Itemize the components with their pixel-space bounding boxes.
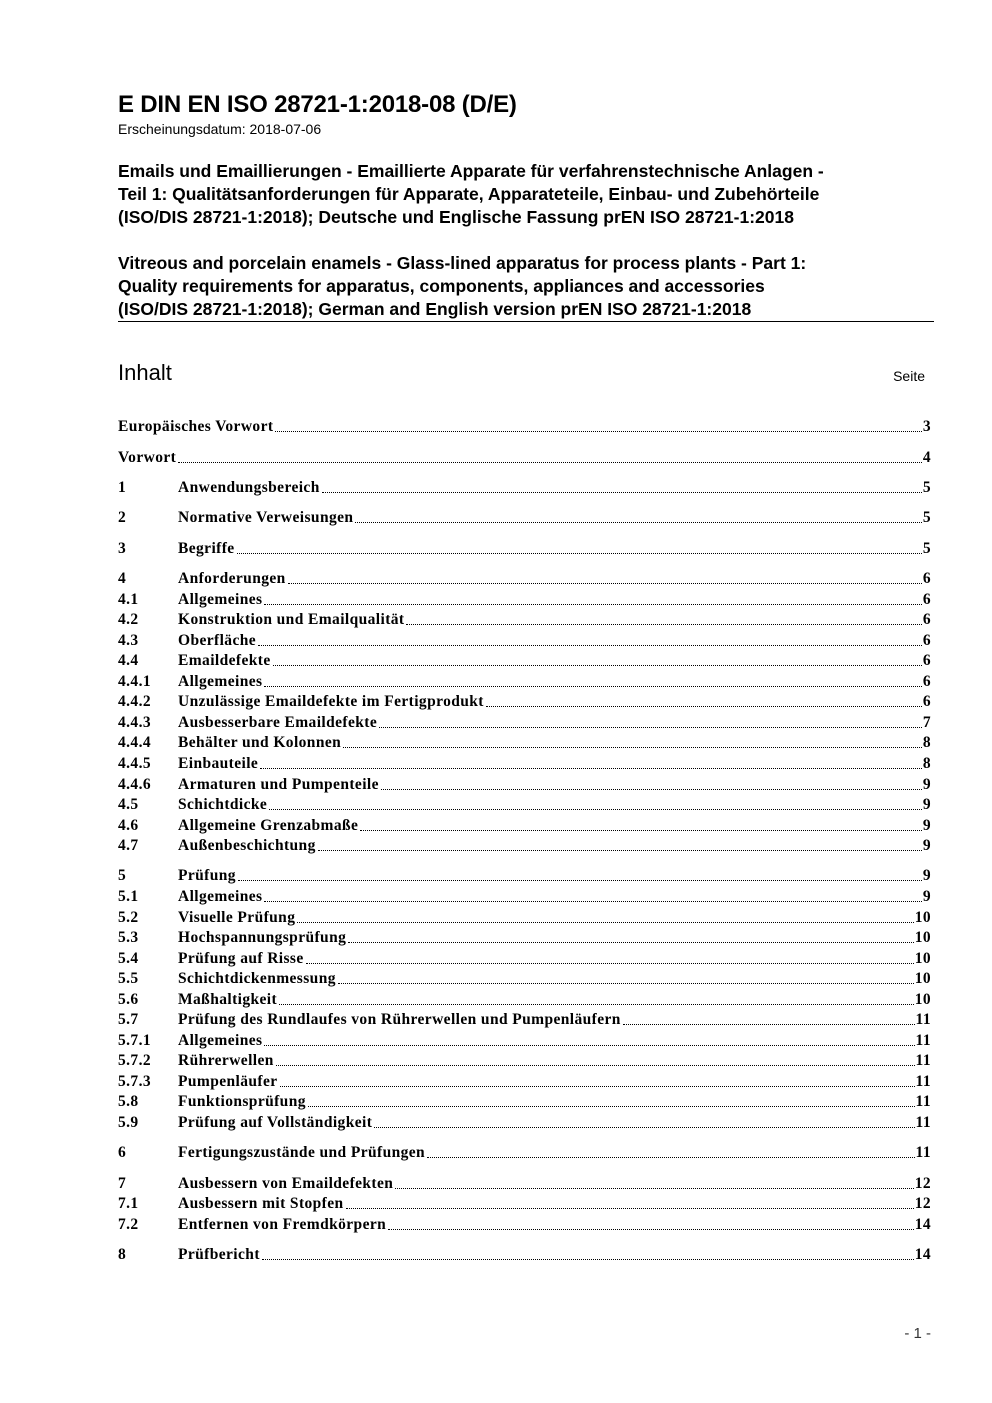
toc-leader-dots — [348, 942, 913, 943]
toc-entry-title: Behälter und Kolonnen — [178, 734, 342, 751]
toc-entry-page: 6 — [922, 611, 931, 628]
toc-entry-title: Schichtdickenmessung — [178, 970, 336, 987]
toc-leader-dots — [338, 983, 914, 984]
toc-entry-page: 10 — [914, 970, 931, 987]
toc-entry[interactable] — [118, 590, 931, 610]
toc-entry-page: 9 — [922, 796, 931, 813]
toc-entry[interactable] — [118, 478, 931, 498]
toc-leader-dots — [264, 604, 921, 605]
toc-entry-title: Maßhaltigkeit — [178, 991, 278, 1008]
toc-entry[interactable] — [118, 508, 931, 528]
toc-leader-dots — [297, 922, 913, 923]
toc-entry[interactable] — [118, 1143, 931, 1163]
toc-entry-page: 10 — [914, 909, 931, 926]
toc-entry[interactable] — [118, 990, 931, 1010]
toc-entry-page: 11 — [915, 1114, 931, 1131]
toc-entry-title: Allgemeines — [178, 673, 263, 690]
toc-leader-dots — [264, 686, 921, 687]
toc-entry-title: Allgemeines — [178, 591, 263, 608]
toc-entry-number: 5.9 — [118, 1114, 139, 1131]
toc-entry-title: Anforderungen — [178, 570, 286, 587]
toc-entry[interactable] — [118, 569, 931, 589]
toc-entry-title: Europäisches Vorwort — [118, 418, 274, 435]
toc-leader-dots — [308, 1106, 915, 1107]
toc-entry-title: Allgemeines — [178, 888, 263, 905]
toc-entry-page: 6 — [922, 673, 931, 690]
toc-entry[interactable] — [118, 1031, 931, 1051]
toc-entry-page: 11 — [915, 1011, 931, 1028]
toc-entry-page: 10 — [914, 950, 931, 967]
title-en-line-3: (ISO/DIS 28721-1:2018); German and English version prEN ISO 28721-1:2018 — [118, 299, 752, 319]
toc-entry-title: Unzulässige Emaildefekte im Fertigprodukt — [178, 693, 484, 710]
toc-entry[interactable] — [118, 908, 931, 928]
title-en-line-2: Quality requirements for apparatus, components, appliances and accessories — [118, 276, 765, 296]
toc-entry-number: 4.2 — [118, 611, 139, 628]
toc-entry-number: 5.7.1 — [118, 1032, 151, 1049]
toc-leader-dots — [379, 727, 922, 728]
toc-entry-title: Funktionsprüfung — [178, 1093, 306, 1110]
toc-leader-dots — [273, 665, 922, 666]
toc-entry[interactable] — [118, 610, 931, 630]
footer-page-number: - 1 - — [904, 1325, 931, 1342]
toc-entry[interactable] — [118, 631, 931, 651]
toc-entry[interactable] — [118, 448, 931, 468]
toc-entry-title: Konstruktion und Emailqualität — [178, 611, 405, 628]
toc-entry-number: 4.4.3 — [118, 714, 151, 731]
title-en-line-1: Vitreous and porcelain enamels - Glass-lined apparatus for process plants - Part 1: — [118, 253, 807, 273]
toc-leader-dots — [288, 583, 922, 584]
toc-leader-dots — [275, 431, 921, 432]
toc-entry-page: 4 — [922, 449, 931, 466]
toc-leader-dots — [264, 901, 921, 902]
toc-entry-number: 5.4 — [118, 950, 139, 967]
toc-entry-page: 9 — [922, 776, 931, 793]
toc-entry-title: Prüfung auf Vollständigkeit — [178, 1114, 373, 1131]
toc-entry-page: 9 — [922, 837, 931, 854]
toc-entry[interactable] — [118, 775, 931, 795]
toc-entry[interactable] — [118, 672, 931, 692]
toc-leader-dots — [262, 1259, 914, 1260]
toc-entry-number: 4 — [118, 570, 127, 587]
toc-entry[interactable] — [118, 816, 931, 836]
title-de-line-3: (ISO/DIS 28721-1:2018); Deutsche und Englische Fassung prEN ISO 28721-1:2018 — [118, 207, 794, 227]
toc-entry-title: Visuelle Prüfung — [178, 909, 296, 926]
toc-entry[interactable] — [118, 795, 931, 815]
toc-entry-page: 11 — [915, 1093, 931, 1110]
toc-entry-number: 4.4 — [118, 652, 139, 669]
toc-entry-page: 10 — [914, 929, 931, 946]
toc-entry[interactable] — [118, 733, 931, 753]
toc-leader-dots — [343, 747, 922, 748]
toc-entry-page: 6 — [922, 693, 931, 710]
toc-leader-dots — [260, 768, 922, 769]
toc-leader-dots — [269, 809, 922, 810]
toc-entry-title: Allgemeine Grenzabmaße — [178, 817, 359, 834]
toc-entry[interactable] — [118, 754, 931, 774]
toc-entry[interactable] — [118, 1010, 931, 1030]
toc-entry-page: 6 — [922, 632, 931, 649]
toc-entry-title: Prüfbericht — [178, 1246, 260, 1263]
toc-entry[interactable] — [118, 866, 931, 886]
toc-entry-page: 14 — [914, 1246, 931, 1263]
toc-entry-page: 11 — [915, 1144, 931, 1161]
toc-entry[interactable] — [118, 1072, 931, 1092]
toc-entry-page: 11 — [915, 1073, 931, 1090]
publication-date: Erscheinungsdatum: 2018-07-06 — [118, 121, 322, 137]
toc-entry-title: Anwendungsbereich — [178, 479, 320, 496]
toc-entry-title: Einbauteile — [178, 755, 259, 772]
toc-leader-dots — [374, 1127, 914, 1128]
toc-entry-number: 5.8 — [118, 1093, 139, 1110]
toc-entry-number: 7.2 — [118, 1216, 139, 1233]
toc-leader-dots — [238, 880, 922, 881]
toc-leader-dots — [355, 522, 921, 523]
toc-entry-page: 10 — [914, 991, 931, 1008]
toc-leader-dots — [486, 706, 922, 707]
toc-entry-page: 12 — [914, 1175, 931, 1192]
toc-entry-title: Hochspannungsprüfung — [178, 929, 347, 946]
toc-leader-dots — [381, 789, 922, 790]
toc-entry-page: 5 — [922, 540, 931, 557]
toc-entry[interactable] — [118, 969, 931, 989]
toc-entry-title: Normative Verweisungen — [178, 509, 354, 526]
toc-entry-page: 5 — [922, 479, 931, 496]
toc-entry-page: 8 — [922, 755, 931, 772]
toc-entry-page: 9 — [922, 817, 931, 834]
toc-entry-number: 5.6 — [118, 991, 139, 1008]
toc-entry-title: Entfernen von Fremdkörpern — [178, 1216, 387, 1233]
toc-entry-title: Prüfung des Rundlaufes von Rührerwellen und Pumpenläufern — [178, 1011, 621, 1028]
toc-leader-dots — [276, 1065, 915, 1066]
toc-leader-dots — [237, 553, 922, 554]
toc-entry[interactable] — [118, 692, 931, 712]
toc-entry[interactable] — [118, 713, 931, 733]
toc-entry[interactable] — [118, 836, 931, 856]
toc-leader-dots — [395, 1188, 913, 1189]
toc-entry-number: 8 — [118, 1246, 127, 1263]
toc-leader-dots — [406, 624, 921, 625]
toc-entry-title: Emaildefekte — [178, 652, 271, 669]
toc-entry-number: 4.6 — [118, 817, 139, 834]
toc-entry-page: 7 — [922, 714, 931, 731]
toc-entry-number: 5.3 — [118, 929, 139, 946]
toc-entry-title: Oberfläche — [178, 632, 257, 649]
toc-leader-dots — [346, 1208, 914, 1209]
toc-entry-title: Allgemeines — [178, 1032, 263, 1049]
toc-entry-page: 6 — [922, 591, 931, 608]
toc-entry-number: 4.5 — [118, 796, 139, 813]
toc-leader-dots — [623, 1024, 915, 1025]
toc-entry[interactable] — [118, 1215, 931, 1235]
toc-entry[interactable] — [118, 949, 931, 969]
toc-entry-title: Prüfung auf Risse — [178, 950, 304, 967]
toc-entry[interactable] — [118, 1092, 931, 1112]
toc-entry-number: 7.1 — [118, 1195, 139, 1212]
toc-leader-dots — [306, 963, 914, 964]
toc-entry-page: 8 — [922, 734, 931, 751]
toc-entry-number: 7 — [118, 1175, 127, 1192]
toc-leader-dots — [318, 850, 922, 851]
toc-entry-number: 5.2 — [118, 909, 139, 926]
toc-entry-number: 4.1 — [118, 591, 139, 608]
toc-entry[interactable] — [118, 651, 931, 671]
toc-leader-dots — [322, 492, 922, 493]
toc-entry-title: Begriffe — [178, 540, 235, 557]
toc-entry-number: 4.4.2 — [118, 693, 151, 710]
toc-entry-number: 1 — [118, 479, 127, 496]
toc-entry-page: 5 — [922, 509, 931, 526]
toc-entry-title: Außenbeschichtung — [178, 837, 316, 854]
title-divider — [118, 321, 934, 322]
toc-entry-page: 6 — [922, 570, 931, 587]
toc-entry[interactable] — [118, 1245, 931, 1265]
toc-leader-dots — [258, 645, 922, 646]
toc-entry[interactable] — [118, 887, 931, 907]
toc-entry-page: 3 — [922, 418, 931, 435]
toc-entry-number: 5.7 — [118, 1011, 139, 1028]
toc-entry-number: 5.1 — [118, 888, 139, 905]
title-de-line-2: Teil 1: Qualitätsanforderungen für Apparate, Apparateteile, Einbau- und Zubehörteile — [118, 184, 820, 204]
toc-entry-number: 3 — [118, 540, 127, 557]
toc-entry-title: Ausbesserbare Emaildefekte — [178, 714, 378, 731]
toc-entry-number: 5.7.2 — [118, 1052, 151, 1069]
toc-entry-number: 4.4.6 — [118, 776, 151, 793]
toc-entry-title: Vorwort — [118, 449, 177, 466]
toc-entry-title: Fertigungszustände und Prüfungen — [178, 1144, 426, 1161]
toc-leader-dots — [264, 1045, 914, 1046]
toc-page-label: Seite — [893, 368, 925, 384]
toc-entry-number: 5.7.3 — [118, 1073, 151, 1090]
toc-entry-page: 9 — [922, 888, 931, 905]
toc-leader-dots — [388, 1229, 914, 1230]
toc-entry-title: Rührerwellen — [178, 1052, 274, 1069]
toc-entry-title: Ausbessern mit Stopfen — [178, 1195, 344, 1212]
toc-entry-number: 5.5 — [118, 970, 139, 987]
toc-leader-dots — [427, 1157, 914, 1158]
document-id: E DIN EN ISO 28721-1:2018-08 (D/E) — [118, 91, 517, 118]
toc-entry-number: 2 — [118, 509, 127, 526]
toc-entry-number: 4.7 — [118, 837, 139, 854]
toc-leader-dots — [279, 1004, 914, 1005]
toc-entry-number: 4.3 — [118, 632, 139, 649]
toc-entry-title: Armaturen und Pumpenteile — [178, 776, 379, 793]
toc-entry-number: 6 — [118, 1144, 127, 1161]
toc-entry[interactable] — [118, 1174, 931, 1194]
toc-leader-dots — [178, 462, 922, 463]
toc-entry-number: 4.4.4 — [118, 734, 151, 751]
toc-entry-number: 4.4.5 — [118, 755, 151, 772]
toc-entry-title: Schichtdicke — [178, 796, 268, 813]
toc-entry-number: 4.4.1 — [118, 673, 151, 690]
toc-entry[interactable] — [118, 1194, 931, 1214]
toc-entry-title: Prüfung — [178, 867, 236, 884]
toc-entry[interactable] — [118, 539, 931, 559]
toc-heading: Inhalt — [118, 360, 172, 385]
toc-entry-page: 6 — [922, 652, 931, 669]
toc-entry-title: Pumpenläufer — [178, 1073, 278, 1090]
toc-entry-page: 14 — [914, 1216, 931, 1233]
title-de-line-1: Emails und Emaillierungen - Emaillierte Apparate für verfahrenstechnische Anlagen - — [118, 161, 824, 181]
toc-entry[interactable] — [118, 1113, 931, 1133]
toc-entry-title: Ausbessern von Emaildefekten — [178, 1175, 394, 1192]
toc-entry-number: 5 — [118, 867, 127, 884]
toc-entry-page: 11 — [915, 1052, 931, 1069]
toc-entry-page: 12 — [914, 1195, 931, 1212]
toc-entry-page: 9 — [922, 867, 931, 884]
toc-leader-dots — [280, 1086, 915, 1087]
toc-entry-page: 11 — [915, 1032, 931, 1049]
toc-entry[interactable] — [118, 1051, 931, 1071]
toc-entry[interactable] — [118, 417, 931, 437]
toc-leader-dots — [360, 830, 922, 831]
toc-entry[interactable] — [118, 928, 931, 948]
